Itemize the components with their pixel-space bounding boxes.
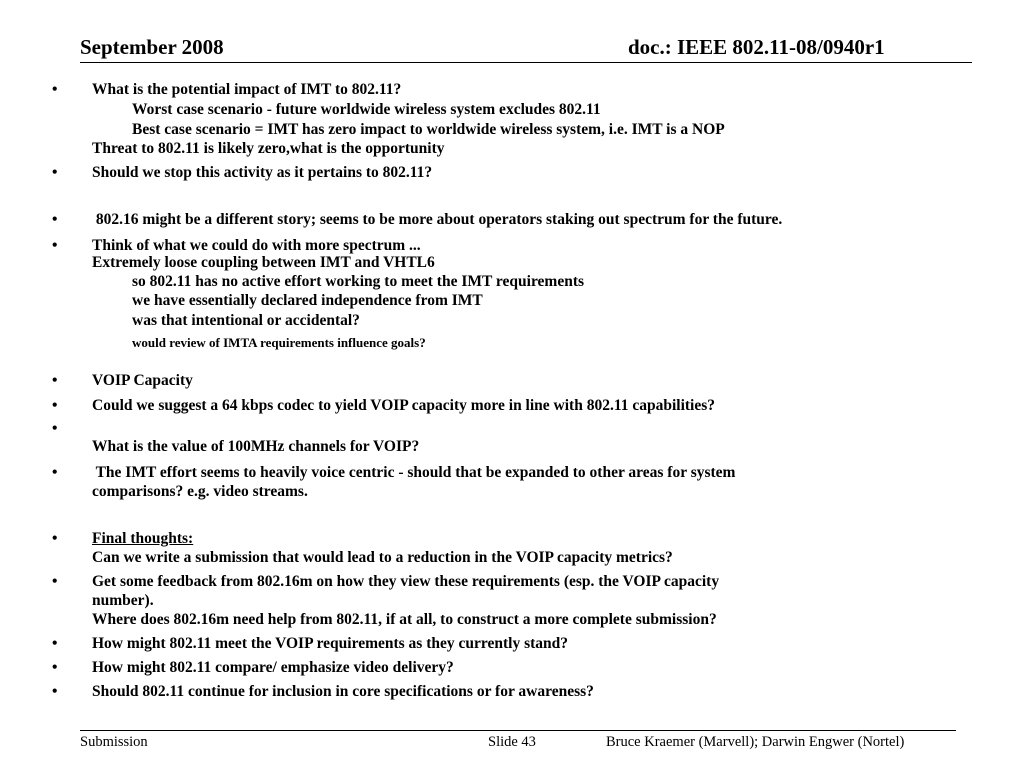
bullet-text: 802.16 might be a different story; seems to be more about operators staking out spectrum for the future. <box>92 211 783 228</box>
footer-slide-number: Slide 43 <box>488 734 536 750</box>
sub-line: so 802.11 has no active effort working to meet the IMT requirements <box>132 273 585 290</box>
sub-line: we have essentially declared independence from IMT <box>132 292 483 309</box>
bullet-marker: • <box>52 683 58 700</box>
sub-line: Best case scenario = IMT has zero impact to worldwide wireless system, i.e. IMT is a NOP <box>132 121 725 138</box>
bullet-text: How might 802.11 compare/ emphasize video delivery? <box>92 659 454 676</box>
bullet-marker: • <box>52 237 58 254</box>
bullet-continuation: What is the value of 100MHz channels for VOIP? <box>92 438 420 455</box>
bullet-marker: • <box>52 81 58 98</box>
bullet-text: Think of what we could do with more spectrum ... <box>92 237 421 254</box>
bullet-continuation: Can we write a submission that would lead to a reduction in the VOIP capacity metrics? <box>92 549 673 566</box>
footer-submission: Submission <box>80 734 148 750</box>
sub-line: was that intentional or accidental? <box>132 312 360 329</box>
bullet-heading: Final thoughts: <box>92 530 194 547</box>
header-date: September 2008 <box>80 35 224 59</box>
bullet-marker: • <box>52 464 58 481</box>
footer-divider <box>80 730 956 731</box>
bullet-continuation: Extremely loose coupling between IMT and VHTL6 <box>92 254 435 271</box>
bullet-continuation: number). <box>92 592 154 609</box>
bullet-text: Should we stop this activity as it pertains to 802.11? <box>92 164 433 181</box>
bullet-marker: • <box>52 397 58 414</box>
bullet-marker: • <box>52 635 58 652</box>
bullet-marker: • <box>52 530 58 547</box>
bullet-text: Should 802.11 continue for inclusion in core specifications or for awareness? <box>92 683 594 700</box>
bullet-continuation: Where does 802.16m need help from 802.11, if at all, to construct a more complete submission? <box>92 611 717 628</box>
bullet-marker: • <box>52 420 58 437</box>
bullet-marker: • <box>52 164 58 181</box>
bullet-text: VOIP Capacity <box>92 372 193 389</box>
bullet-marker: • <box>52 211 58 228</box>
sub-line-small: would review of IMTA requirements influence goals? <box>132 335 426 350</box>
bullet-text: What is the potential impact of IMT to 802.11? <box>92 81 402 98</box>
bullet-text: Could we suggest a 64 kbps codec to yield VOIP capacity more in line with 802.11 capabilities? <box>92 397 716 414</box>
bullet-marker: • <box>52 573 58 590</box>
footer-authors: Bruce Kraemer (Marvell); Darwin Engwer (Nortel) <box>606 734 905 750</box>
header-doc-id: doc.: IEEE 802.11-08/0940r1 <box>628 35 885 59</box>
sub-line: Worst case scenario - future worldwide wireless system excludes 802.11 <box>132 101 601 118</box>
bullet-text: How might 802.11 meet the VOIP requirements as they currently stand? <box>92 635 569 652</box>
bullet-continuation: comparisons? e.g. video streams. <box>92 483 308 500</box>
bullet-marker: • <box>52 659 58 676</box>
bullet-text: The IMT effort seems to heavily voice centric - should that be expanded to other areas for system <box>92 464 736 481</box>
bullet-marker: • <box>52 372 58 389</box>
bullet-continuation: Threat to 802.11 is likely zero,what is the opportunity <box>92 140 445 157</box>
bullet-text: Get some feedback from 802.16m on how they view these requirements (esp. the VOIP capacity <box>92 573 720 590</box>
